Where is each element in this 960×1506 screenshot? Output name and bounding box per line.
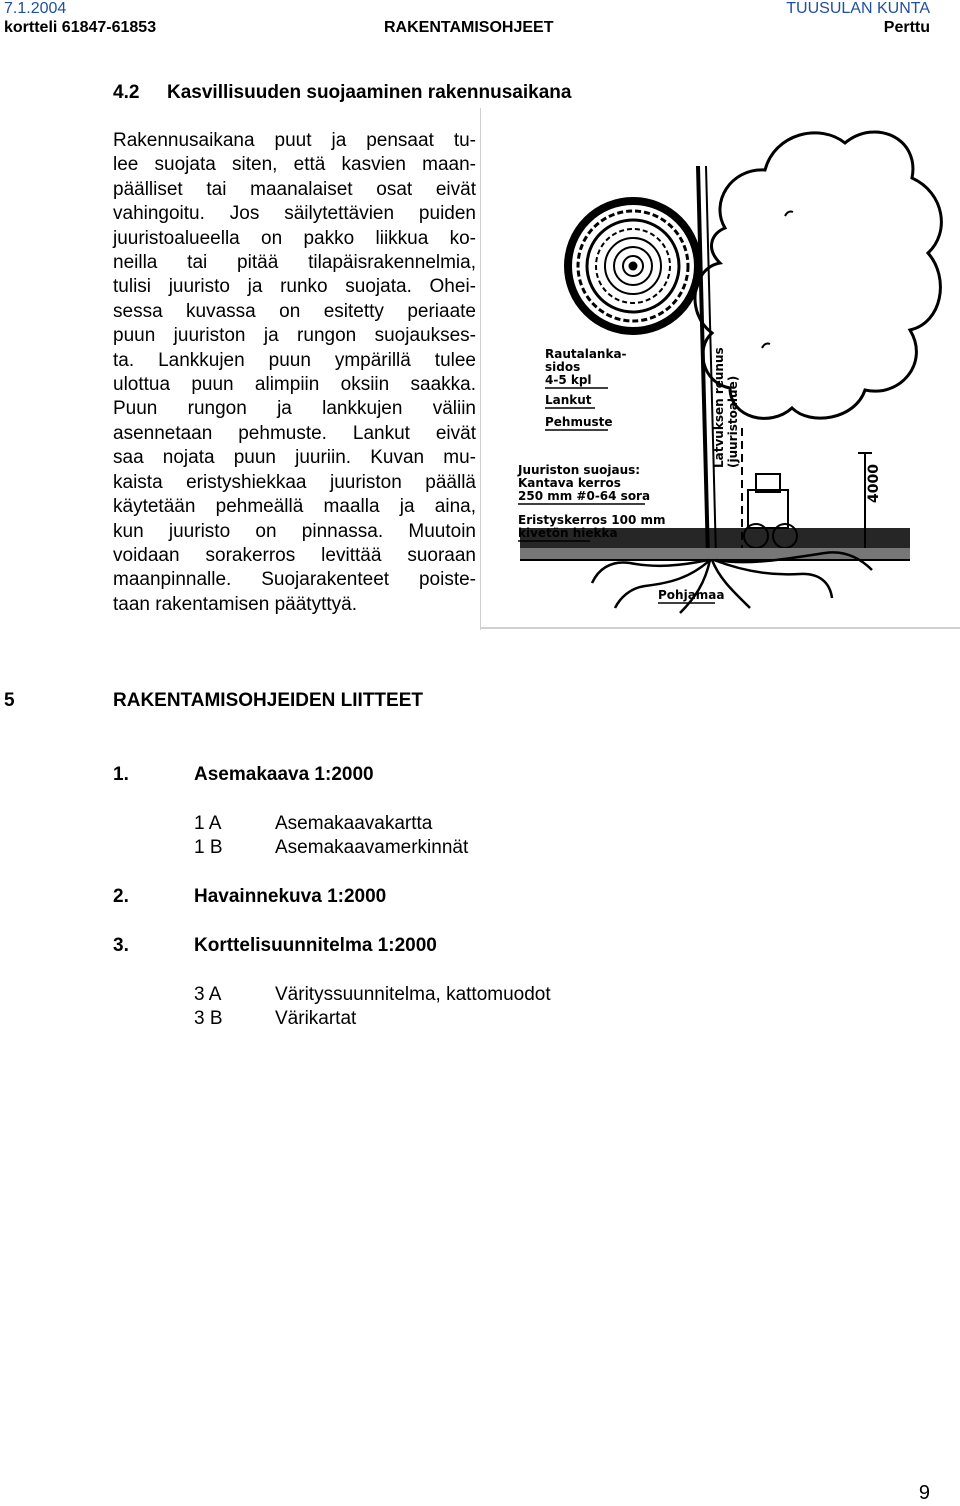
paragraph-line: päälliset tai maanalaiset osat eivät [113, 178, 476, 200]
section-4-2-number: 4.2 [113, 82, 140, 103]
figure-label-planks: Lankut [545, 393, 592, 407]
paragraph-line: kun juuristo on pinnassa. Muutoin [113, 520, 476, 542]
paragraph-line: tulisi juuristo ja runko suojata. Ohei- [113, 276, 476, 298]
figure-label-padding: Pehmuste [545, 415, 613, 429]
figure-label-wire-1: Rautalanka- [545, 347, 627, 361]
figure-label-insulation-2: kivetön hiekka [518, 526, 618, 540]
paragraph-line: kaista eristyshiekkaa juuriston päällä [113, 471, 476, 493]
attachment-number: 3. [113, 935, 129, 956]
paragraph-line: lee suojata siten, että kasvien maan- [113, 154, 476, 176]
figure-label-wire-2: sidos [545, 360, 581, 374]
header-doc-title: RAKENTAMISOHJEET [384, 19, 554, 36]
paragraph-line: vahingoitu. Jos säilytettävien puiden [113, 203, 476, 225]
paragraph-line: ulottua puun alimpiin oksiin saakka. [113, 374, 476, 396]
attachment-title: Havainnekuva 1:2000 [194, 886, 387, 907]
attachment-sub-name: Asemakaavamerkinnät [275, 837, 469, 858]
figure-label-groundwater: Pohjamaa [658, 588, 725, 602]
paragraph-line: voidaan sorakerros levittää suoraan [113, 544, 476, 566]
attachment-title: Korttelisuunnitelma 1:2000 [194, 935, 437, 956]
paragraph-line: neilla tai pitää tilapäisrakennelmia, [113, 252, 476, 274]
section-4-2-paragraph [113, 129, 476, 617]
roots-icon [592, 552, 872, 613]
paragraph-line: sessa kuvassa on esitetty periaate [113, 300, 476, 322]
tree-crown-icon [695, 132, 941, 418]
paragraph-line: puun juuriston ja rungon suojaukses- [113, 325, 476, 347]
figure-height-label: 4000 [866, 464, 882, 503]
page-number: 9 [918, 1482, 930, 1504]
attachment-sub-name: Värityssuunnitelma, kattomuodot [275, 984, 551, 1005]
attachment-sub-code: 3 B [194, 1008, 223, 1029]
paragraph-line: Rakennusaikana puut ja pensaat tu- [113, 130, 476, 151]
attachment-number: 1. [113, 764, 129, 785]
figure-label-crown-1: Latvuksen reunus [712, 347, 726, 468]
paragraph-line: juuristoalueella on pakko liikkua ko- [113, 227, 476, 249]
figure-label-insulation-1: Eristyskerros 100 mm [518, 513, 666, 527]
paragraph-line: taan rakentamisen päätyttyä. [113, 593, 357, 615]
section-5-number: 5 [4, 690, 15, 711]
figure-label-protection-2: Kantava kerros [518, 476, 621, 490]
attachment-sub-code: 1 B [194, 837, 223, 858]
tree-protection-figure [480, 108, 960, 630]
figure-label-protection-1: Juuriston suojaus: [518, 463, 641, 477]
paragraph-line: käytetään pehmeällä maalla ja aina, [113, 496, 476, 518]
paragraph-line: maanpinnalle. Suojarakenteet poiste- [113, 569, 476, 591]
figure-label-crown-2: (juuristoalue) [726, 375, 740, 468]
paragraph-line: ta. Lankkujen puun ympärillä tulee [113, 349, 476, 371]
attachment-number: 2. [113, 886, 129, 907]
figure-label-wire-3: 4-5 kpl [545, 373, 592, 387]
paragraph-line: saa nojata puun juuriin. Kuvan mu- [113, 447, 476, 469]
trunk-cross-section-icon [568, 201, 698, 331]
attachment-sub-code: 1 A [194, 813, 222, 834]
attachment-sub-name: Asemakaavakartta [275, 813, 433, 834]
figure-label-protection-3: 250 mm #0-64 sora [518, 489, 651, 503]
header-author: Perttu [883, 19, 930, 36]
header-block: kortteli 61847-61853 [4, 19, 157, 36]
paragraph-line: Puun rungon ja lankkujen väliin [113, 398, 476, 420]
attachment-sub-name: Värikartat [275, 1008, 357, 1029]
attachment-sub-code: 3 A [194, 984, 222, 1005]
section-5-title: RAKENTAMISOHJEIDEN LIITTEET [113, 690, 423, 711]
sand-layer [520, 548, 910, 560]
header-org: TUUSULAN KUNTA [786, 0, 930, 17]
header-date: 7.1.2004 [4, 0, 67, 17]
paragraph-line: asennetaan pehmuste. Lankut eivät [113, 422, 476, 444]
attachment-title: Asemakaava 1:2000 [194, 764, 374, 785]
section-4-2-title: Kasvillisuuden suojaaminen rakennusaikana [167, 82, 572, 103]
